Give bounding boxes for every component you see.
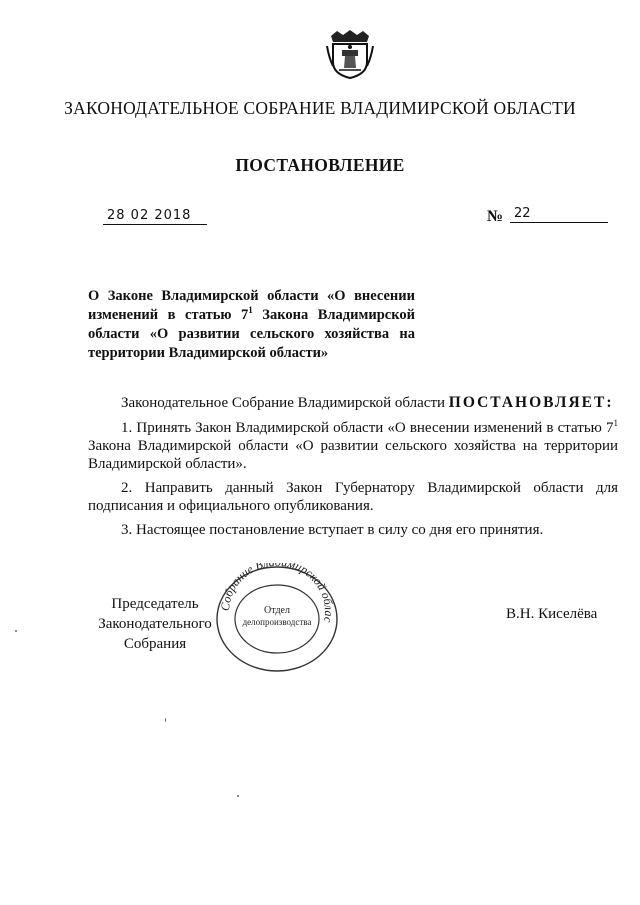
scan-speck (165, 718, 166, 722)
document-subject: О Законе Владимирской области «О внесении изменений в статью $7^1$ Закона Владимирской области «О развитии сельского хозяйства на территории Владимирской области» (88, 288, 415, 361)
number-label: № (487, 208, 504, 225)
organization-title: ЗАКОНОДАТЕЛЬНОЕ СОБРАНИЕ ВЛАДИМИРСКОЙ ОБЛАСТИ (64, 98, 576, 118)
scan-speck (237, 795, 239, 797)
intro-paragraph: Законодательное Собрание Владимирской области ПОСТАНОВЛЯЕТ: (121, 394, 614, 411)
item-2-paragraph: 2. Направить данный Закон Губернатору Владимирской области для подписания и официального опубликования. (88, 480, 618, 514)
stamp-inner-line-1: Отдел (264, 605, 290, 616)
document-type: ПОСТАНОВЛЕНИЕ (235, 155, 405, 175)
coat-of-arms-icon (325, 28, 375, 80)
scan-speck (15, 630, 17, 632)
item-1-paragraph: 1. Принять Закон Владимирской области «О внесении изменений в статью $7^1$ Закона Владимирской области «О развитии сельского хозяйства на территории Владимирской области». (88, 418, 618, 472)
document-number: 22 (510, 206, 608, 223)
resolves-word: ПОСТАНОВЛЯЕТ: (448, 394, 614, 411)
official-stamp (213, 563, 341, 673)
document-date: 28 02 2018 (103, 208, 207, 225)
stamp-inner-line-2: делопроизводства (242, 617, 312, 627)
signatory-name: В.Н. Киселёва (506, 606, 598, 622)
stamp-outer-text: Собрание Вл мирской облас (217, 563, 337, 624)
signatory-title: Председатель Законодательного Собрания (98, 596, 212, 652)
item-3-paragraph: 3. Настоящее постановление вступает в силу со дня его принятия. (121, 522, 544, 538)
